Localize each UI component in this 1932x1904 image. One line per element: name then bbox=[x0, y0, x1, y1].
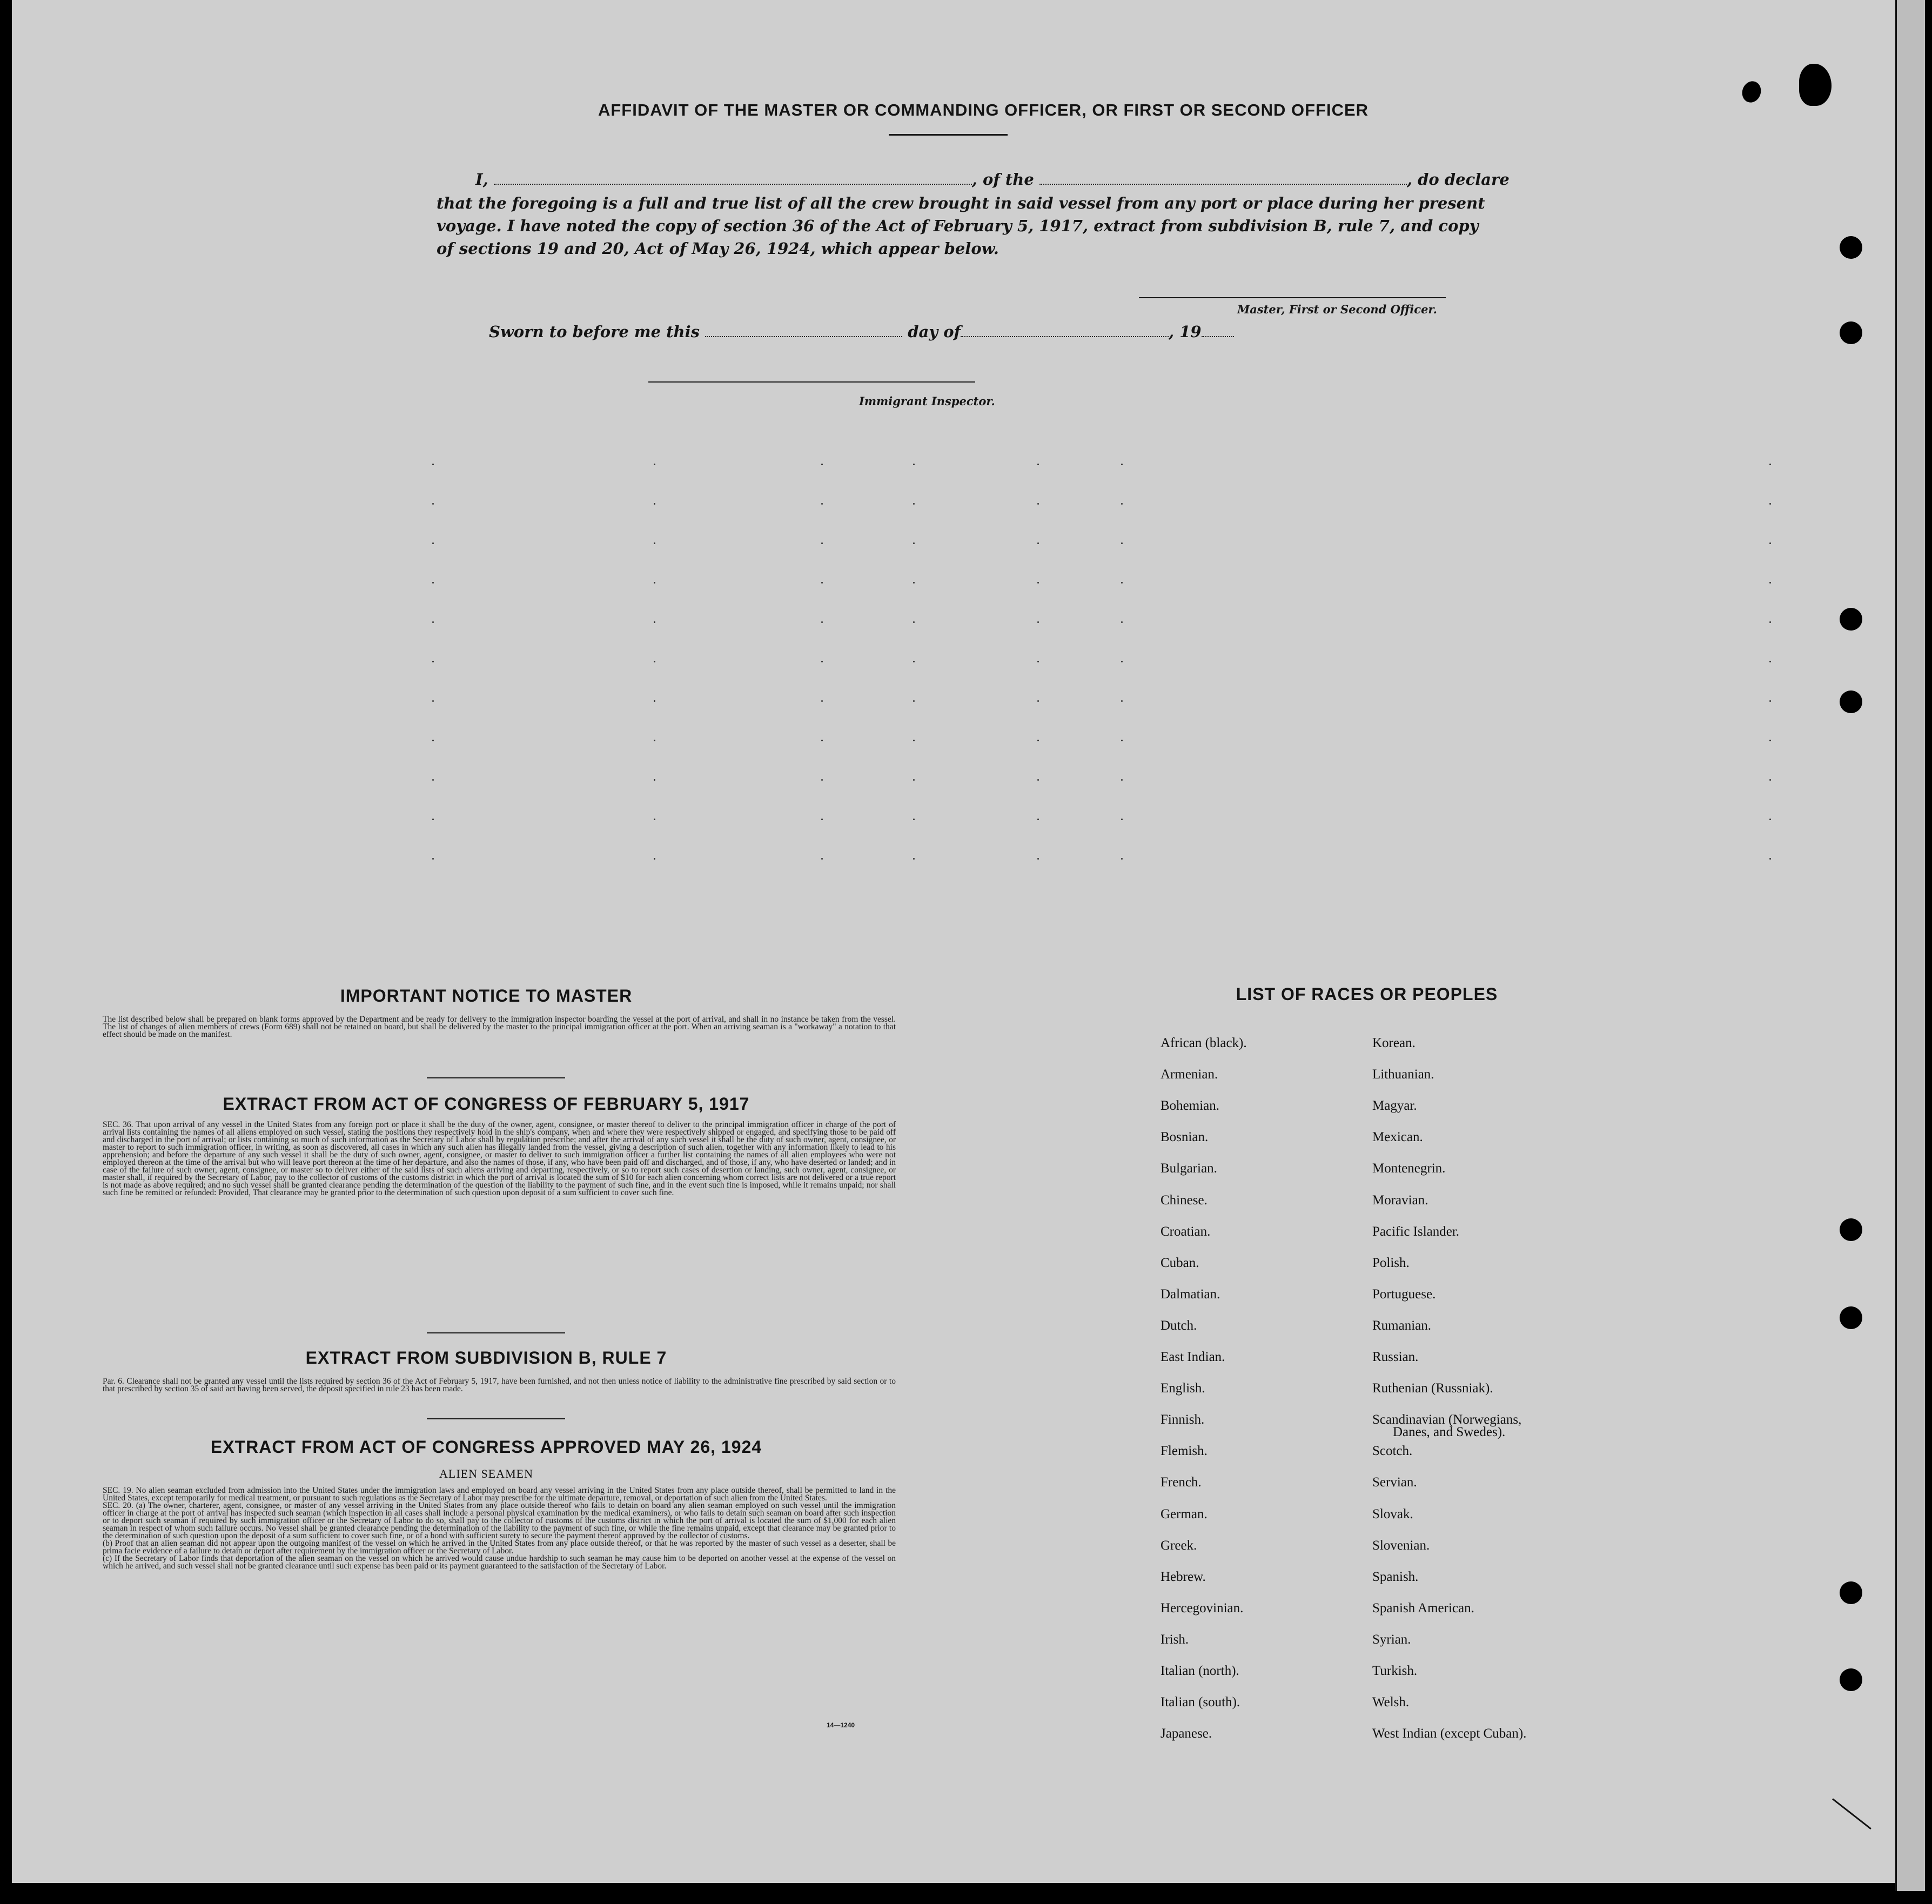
bleed-dot bbox=[432, 464, 434, 465]
affidavit-line-3: voyage. I have noted the copy of section 36 of the Act of February 5, 1917, extract from subdivision B, rule 7, and copy bbox=[437, 217, 1479, 235]
punch-hole bbox=[1840, 1306, 1862, 1329]
race-item: Hercegovinian. bbox=[1160, 1600, 1244, 1615]
bleed-dot bbox=[1037, 740, 1039, 741]
race-item: Flemish. bbox=[1160, 1444, 1208, 1459]
race-item: Japanese. bbox=[1160, 1726, 1212, 1741]
bleed-dot bbox=[821, 582, 823, 584]
race-item: Russian. bbox=[1372, 1350, 1419, 1364]
affidavit-title: AFFIDAVIT OF THE MASTER OR COMMANDING OFFICER, OR FIRST OR SECOND OFFICER bbox=[598, 100, 1369, 119]
bleed-dot bbox=[1769, 542, 1771, 544]
bleed-dot bbox=[913, 503, 915, 505]
bleed-dot bbox=[432, 819, 434, 820]
race-item: Rumanian. bbox=[1372, 1318, 1432, 1333]
bleed-dot bbox=[1769, 582, 1771, 584]
bleed-dot bbox=[913, 582, 915, 584]
bleed-dot bbox=[1037, 503, 1039, 505]
bleed-dot bbox=[432, 621, 434, 623]
bleed-dot bbox=[432, 582, 434, 584]
bleed-dot bbox=[1037, 661, 1039, 662]
year-prefix-text: , 19 bbox=[1169, 323, 1202, 341]
master-signature-label: Master, First or Second Officer. bbox=[1237, 303, 1437, 316]
punch-hole bbox=[1840, 1581, 1862, 1604]
declarant-intro: I, bbox=[475, 170, 488, 189]
bleed-dot bbox=[432, 700, 434, 702]
bleed-dot bbox=[1037, 464, 1039, 465]
race-item: Finnish. bbox=[1160, 1412, 1205, 1427]
race-item: Slovak. bbox=[1372, 1506, 1413, 1521]
bleed-dot bbox=[654, 700, 655, 702]
race-item: Spanish. bbox=[1372, 1569, 1419, 1584]
sworn-year-field[interactable] bbox=[1202, 336, 1234, 337]
extract-1924-body bbox=[103, 1487, 896, 1570]
race-item: English. bbox=[1160, 1381, 1205, 1396]
bleed-dot bbox=[432, 779, 434, 781]
extract-1917-title: EXTRACT FROM ACT OF CONGRESS OF FEBRUARY 5, 1917 bbox=[223, 1094, 750, 1114]
affidavit-line-1 bbox=[475, 172, 1510, 187]
inspector-signature-line[interactable] bbox=[648, 381, 975, 383]
bleed-dot bbox=[821, 700, 823, 702]
bleed-dot bbox=[654, 858, 655, 860]
race-item: Chinese. bbox=[1160, 1192, 1208, 1208]
bleed-dot bbox=[1037, 542, 1039, 544]
race-item: East Indian. bbox=[1160, 1350, 1225, 1364]
bleed-dot bbox=[913, 740, 915, 741]
races-title: LIST OF RACES OR PEOPLES bbox=[1236, 984, 1498, 1004]
sworn-text: Sworn to before me this bbox=[489, 323, 700, 341]
bleed-dot bbox=[1769, 661, 1771, 662]
bleed-dot bbox=[821, 661, 823, 662]
race-item: Dalmatian. bbox=[1160, 1286, 1220, 1302]
race-item: Syrian. bbox=[1372, 1632, 1411, 1647]
punch-hole bbox=[1840, 236, 1862, 259]
bleed-dot bbox=[1769, 503, 1771, 505]
race-item: Scandinavian (Norwegians, bbox=[1372, 1412, 1522, 1427]
bleed-dot bbox=[654, 503, 655, 505]
form-number: 14—1240 bbox=[827, 1721, 855, 1729]
alien-seamen-subtitle: ALIEN SEAMEN bbox=[439, 1467, 533, 1480]
bleed-dot bbox=[1037, 858, 1039, 860]
bleed-dot bbox=[1769, 819, 1771, 820]
bleed-dot bbox=[1121, 819, 1123, 820]
race-item: Korean. bbox=[1372, 1036, 1416, 1050]
race-item: Scotch. bbox=[1372, 1444, 1413, 1459]
race-item: West Indian (except Cuban). bbox=[1372, 1726, 1527, 1741]
race-item: Armenian. bbox=[1160, 1067, 1218, 1082]
bleed-dot bbox=[913, 621, 915, 623]
race-item: Lithuanian. bbox=[1372, 1067, 1434, 1082]
bleed-dot bbox=[1037, 700, 1039, 702]
race-item: Welsh. bbox=[1372, 1695, 1410, 1710]
bleed-dot bbox=[1121, 542, 1123, 544]
extract-1917-divider bbox=[427, 1332, 565, 1333]
notice-divider bbox=[427, 1077, 565, 1078]
bleed-dot bbox=[654, 661, 655, 662]
of-the-text: , of the bbox=[971, 170, 1034, 189]
bleed-dot bbox=[913, 700, 915, 702]
bleed-dot bbox=[654, 582, 655, 584]
race-item: Portuguese. bbox=[1372, 1286, 1436, 1302]
punch-hole bbox=[1840, 608, 1862, 631]
bleed-dot bbox=[913, 661, 915, 662]
race-item: Bulgarian. bbox=[1160, 1161, 1217, 1176]
bleed-dot bbox=[1121, 740, 1123, 741]
bleed-dot bbox=[654, 621, 655, 623]
race-item: Pacific Islander. bbox=[1372, 1224, 1460, 1239]
punch-hole bbox=[1840, 1668, 1862, 1691]
bleed-dot bbox=[1037, 779, 1039, 781]
punch-hole bbox=[1840, 1218, 1862, 1241]
bleed-dot bbox=[432, 661, 434, 662]
bleed-dot bbox=[1769, 464, 1771, 465]
punch-hole bbox=[1840, 321, 1862, 344]
race-item: Bohemian. bbox=[1160, 1098, 1220, 1114]
bleed-dot bbox=[654, 464, 655, 465]
bleed-dot bbox=[821, 858, 823, 860]
section-36-text: SEC. 36. That upon arrival of any vessel in the United States from any foreign port or place it shall be the duty of the owner, agent, consignee, or master thereof to deliver to the principal immigration officer in charge of the port of arrival lists containing the names of all aliens employed on such vessel, stating the positions they respectively hold in the ship's company, when and where they were respectively shipped or engaged, and specifying those to be paid off and discharged in the port of arrival; or lists containing so much of such information as the Secretary of Labor shall by regulation prescribe; and after the arrival of any such vessel it shall be the duty of such owner, agent, consignee, or master to report to such immigration officer, in writing, as soon as discovered, all cases in which any such alien has illegally landed from the vessel, giving a description of such alien, together with any information likely to lead to his apprehension; and before the departure of any such vessel it shall be the duty of such owner, agent, consignee, or master to deliver to such immigration officer a further list containing the names of all alien employees who were not employed thereon at the time of the arrival but who will leave port thereon at the time of her departure, and also the names of those, if any, who have been paid off and discharged, and of those, if any, who have deserted or landed; and in case of the failure of such owner, agent, consignee, or master so to deliver either of the said lists of such aliens arriving and departing, respectively, or so to report such cases of desertion or landing, such owner, agent, consignee, or master shall, if required by the Secretary of Labor, pay to the collector of customs of the customs district in which the port of arrival is located the sum of $10 for each alien concerning whom correct lists are not delivered or a true report is not made as above required; and no such vessel shall be granted clearance pending the determination of the question of the liability to the payment of such fine, and in the event such fine is imposed, while it remains unpaid; nor shall such fine be remitted or refunded: Provided, That clearance may be granted prior to the determination of such question upon deposit of a sum sufficient to cover such fine. bbox=[103, 1120, 896, 1197]
race-item: Mexican. bbox=[1372, 1130, 1423, 1145]
bleed-dot bbox=[1121, 779, 1123, 781]
inspector-label: Immigrant Inspector. bbox=[859, 394, 995, 408]
affidavit-line-2: that the foregoing is a full and true list of all the crew brought in said vessel from any port or place during her present bbox=[437, 194, 1485, 212]
race-item: Croatian. bbox=[1160, 1224, 1211, 1239]
race-item: French. bbox=[1160, 1475, 1202, 1490]
bleed-dot bbox=[1037, 582, 1039, 584]
page-edge-strip bbox=[1895, 0, 1925, 1891]
notice-text: The list described below shall be prepared on blank forms approved by the Department and be ready for delivery to the immigration inspector boarding the vessel at the port of arrival, and shall in no instance be taken from the vessel. The list of changes of alien members of crews (Form 689) shall not be retained on board, but shall be delivered by the master to the principal immigration officer at the port. When an arriving seaman is a "workaway" a notation to that effect should be made on the manifest. bbox=[103, 1015, 896, 1039]
sec-20b-text: (b) Proof that an alien seaman did not appear upon the outgoing manifest of the vessel on which he arrived in the United States from any place outside thereof, or that he was reported by the master of such vessel as a deserter, shall be prima facie evidence of a failure to detain or deport after requirement by the immigration officer or the Secretary of Labor. bbox=[103, 1539, 896, 1556]
bleed-dot bbox=[821, 503, 823, 505]
extract-1924-title: EXTRACT FROM ACT OF CONGRESS APPROVED MAY 26, 1924 bbox=[210, 1437, 762, 1457]
bleed-dot bbox=[913, 779, 915, 781]
bleed-dot bbox=[1769, 740, 1771, 741]
race-item: Bosnian. bbox=[1160, 1130, 1209, 1145]
race-item: Hebrew. bbox=[1160, 1569, 1206, 1584]
race-item: Moravian. bbox=[1372, 1192, 1428, 1208]
affidavit-line-4: of sections 19 and 20, Act of May 26, 1924, which appear below. bbox=[437, 239, 999, 258]
bleed-dot bbox=[913, 858, 915, 860]
bleed-dot bbox=[821, 464, 823, 465]
bleed-dot bbox=[432, 542, 434, 544]
sworn-day-field[interactable] bbox=[705, 336, 902, 337]
bleed-dot bbox=[821, 542, 823, 544]
bleed-dot bbox=[1037, 621, 1039, 623]
extract-rule7-divider bbox=[427, 1418, 565, 1419]
bleed-dot bbox=[821, 621, 823, 623]
sec-20c-text: (c) If the Secretary of Labor finds that deportation of the alien seaman on the vessel on which he arrived would cause undue hardship to such seaman he may cause him to be deported on another vessel at the expense of the vessel on which he arrived, and such vessel shall not be granted clearance until such expense has been paid or its payment guaranteed to the satisfaction of the Secretary of Labor. bbox=[103, 1554, 896, 1571]
vessel-name-field[interactable] bbox=[1039, 184, 1407, 185]
bleed-dot bbox=[432, 740, 434, 741]
race-item: Italian (north). bbox=[1160, 1664, 1239, 1678]
race-item: Turkish. bbox=[1372, 1664, 1418, 1678]
notice-body bbox=[103, 1016, 896, 1038]
bleed-dot bbox=[913, 819, 915, 820]
declarant-name-field[interactable] bbox=[494, 184, 972, 185]
bleed-dot bbox=[1121, 621, 1123, 623]
race-item: African (black). bbox=[1160, 1036, 1247, 1050]
bleed-dot bbox=[1121, 503, 1123, 505]
bleed-dot bbox=[821, 779, 823, 781]
bleed-dot bbox=[1121, 858, 1123, 860]
ink-blot bbox=[1799, 64, 1832, 106]
race-item: Ruthenian (Russniak). bbox=[1372, 1381, 1493, 1396]
race-item: Slovenian. bbox=[1372, 1538, 1430, 1553]
race-scandinavian-continuation: Danes, and Swedes). bbox=[1393, 1425, 1506, 1439]
affidavit-title-rule bbox=[889, 134, 1008, 136]
race-item: Polish. bbox=[1372, 1255, 1410, 1270]
race-item: Servian. bbox=[1372, 1475, 1417, 1490]
bleed-dot bbox=[821, 819, 823, 820]
race-item: Cuban. bbox=[1160, 1255, 1199, 1270]
bleed-dot bbox=[913, 464, 915, 465]
extract-rule7-title: EXTRACT FROM SUBDIVISION B, RULE 7 bbox=[305, 1348, 667, 1367]
sec-20a-text: SEC. 20. (a) The owner, charterer, agent, consignee, or master of any vessel arriving in the United States from any place outside thereof who fails to detain on board any alien seaman employed on such vessel until the immigration officer in charge at the port of arrival has inspected such seaman (which inspection in all cases shall include a personal physical examination by the medical examiners), or who fails to detain such seaman on board after such inspection or to deport such seaman if required by such immigration officer or the Secretary of Labor to do so, shall pay to the collector of customs of the customs district in which the port of arrival is located the sum of $1,000 for each alien seaman in respect of whom such failure occurs. No vessel shall be granted clearance pending the determination of the liability to the payment of such fine, or while the fine remains unpaid, except that clearance may be granted prior to the determination of such question upon the deposit of a sum sufficient to cover such fine, or of a bond with sufficient surety to secure the payment thereof approved by the collector of customs. bbox=[103, 1501, 896, 1540]
bleed-dot bbox=[1037, 819, 1039, 820]
race-item: Spanish American. bbox=[1372, 1600, 1474, 1615]
bleed-dot bbox=[654, 779, 655, 781]
sworn-month-field[interactable] bbox=[961, 336, 1169, 337]
bleed-dot bbox=[1769, 779, 1771, 781]
race-item: Italian (south). bbox=[1160, 1695, 1240, 1710]
bleed-dot bbox=[654, 542, 655, 544]
bleed-dot bbox=[654, 740, 655, 741]
bleed-dot bbox=[1121, 700, 1123, 702]
bleed-dot bbox=[1121, 661, 1123, 662]
bleed-dot bbox=[1769, 858, 1771, 860]
race-item: Magyar. bbox=[1372, 1098, 1417, 1114]
do-declare-text: , do declare bbox=[1406, 170, 1510, 189]
extract-1917-body bbox=[103, 1121, 896, 1197]
extract-rule7-body bbox=[103, 1378, 896, 1393]
punch-hole bbox=[1840, 690, 1862, 713]
bleed-dot bbox=[1769, 700, 1771, 702]
day-of-text: day of bbox=[908, 323, 961, 341]
race-item: Irish. bbox=[1160, 1632, 1189, 1647]
race-item: Dutch. bbox=[1160, 1318, 1197, 1333]
bleed-dot bbox=[913, 542, 915, 544]
bleed-dot bbox=[654, 819, 655, 820]
bleed-dot bbox=[432, 503, 434, 505]
sworn-line bbox=[489, 324, 1234, 340]
bleed-dot bbox=[432, 858, 434, 860]
race-item: German. bbox=[1160, 1506, 1208, 1521]
race-item: Greek. bbox=[1160, 1538, 1197, 1553]
document-sheet bbox=[12, 0, 1895, 1883]
notice-title: IMPORTANT NOTICE TO MASTER bbox=[340, 986, 633, 1005]
bleed-dot bbox=[1121, 582, 1123, 584]
bleed-dot bbox=[1121, 464, 1123, 465]
race-item: Montenegrin. bbox=[1372, 1161, 1446, 1176]
par-6-text: Par. 6. Clearance shall not be granted any vessel until the lists required by section 36 of the Act of February 5, 1917, have been furnished, and not then unless notice of liability to the administrative fine prescribed by said section or to that prescribed by section 35 of said act having been served, the deposit specified in rule 23 has been made. bbox=[103, 1377, 896, 1393]
bleed-dot bbox=[821, 740, 823, 741]
bleed-dot bbox=[1769, 621, 1771, 623]
sec-19-text: SEC. 19. No alien seaman excluded from admission into the United States under the immigration laws and employed on board any vessel arriving in the United States from any place outside thereof, shall be permitted to land in the United States, except temporarily for medical treatment, or pursuant to such regulations as the Secretary of Labor may prescribe for the ultimate departure, removal, or deportation of such alien from the United States. bbox=[103, 1486, 896, 1503]
master-signature-line[interactable] bbox=[1139, 297, 1446, 298]
